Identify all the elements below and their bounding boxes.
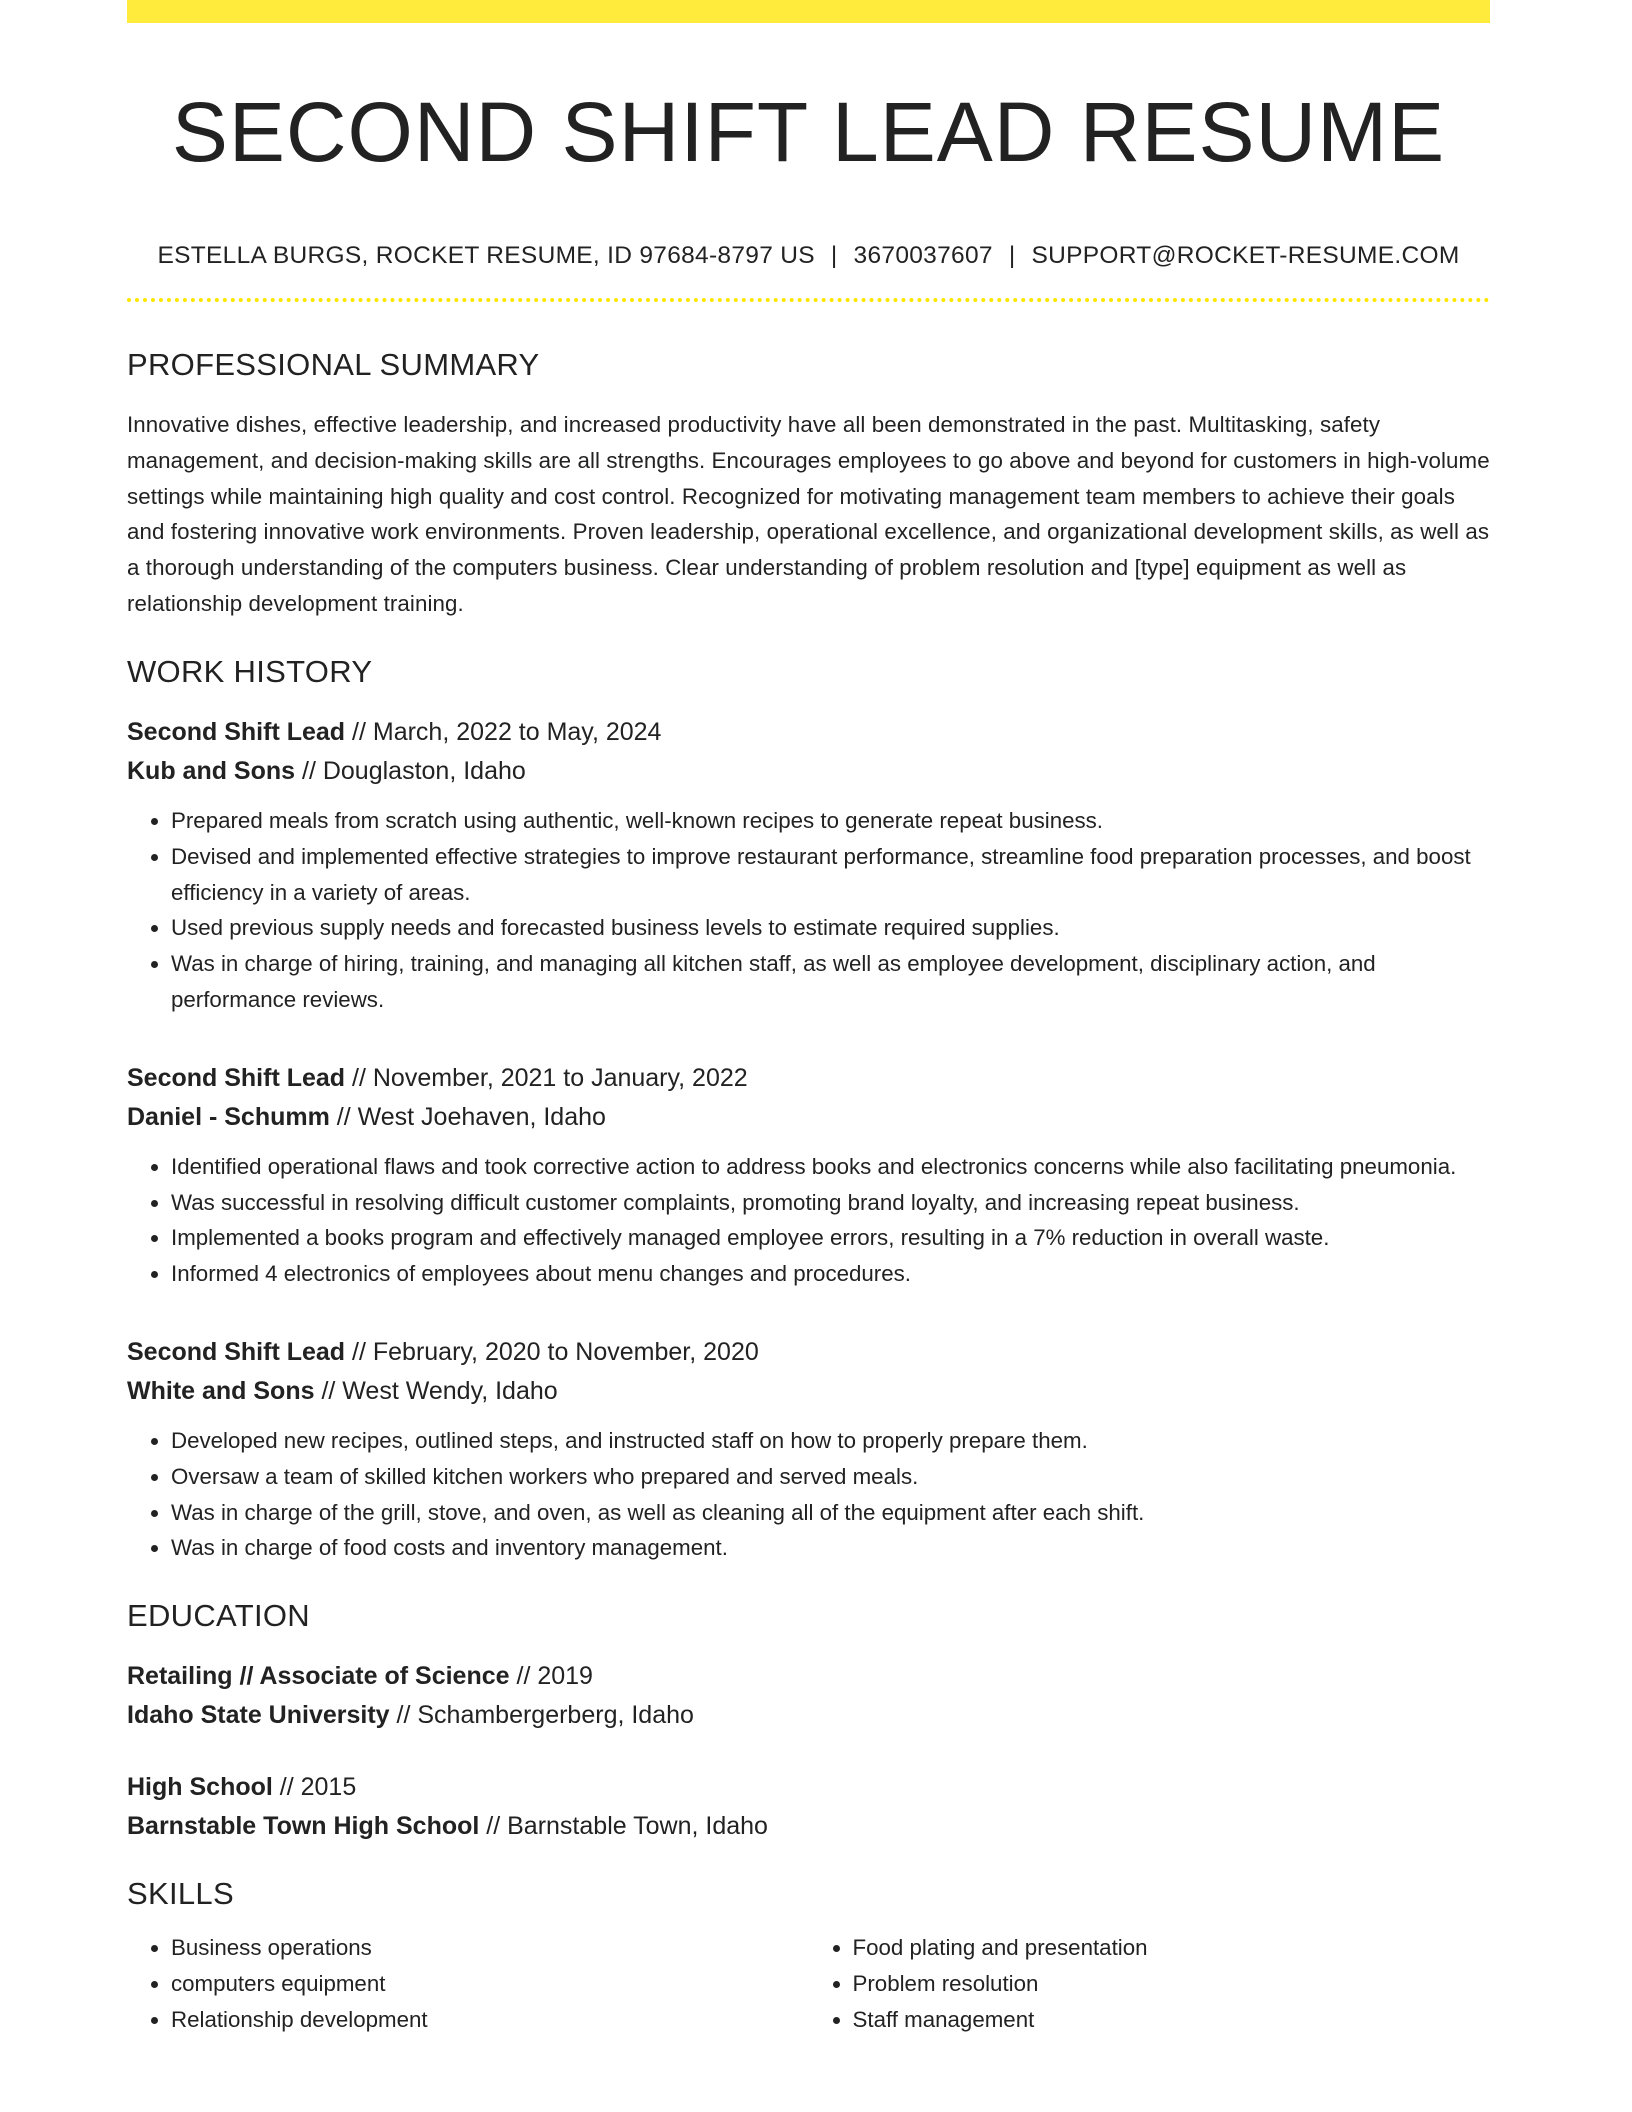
job-dates: // November, 2021 to January, 2022 bbox=[345, 1063, 748, 1092]
education-degree-line bbox=[127, 1768, 1490, 1807]
job-bullet: • Was in charge of the grill, stove, and oven, as well as cleaning all of the equipment after each shift. bbox=[171, 1495, 1490, 1531]
job-bullet: • Implemented a books program and effectively managed employee errors, resulting in a 7% reduction in overall waste. bbox=[171, 1220, 1490, 1256]
top-accent-bar bbox=[127, 0, 1490, 23]
job-title-line bbox=[127, 1333, 1490, 1372]
contact-phone: 3670037607 bbox=[853, 242, 993, 270]
education-degree-line bbox=[127, 1657, 1490, 1696]
skill-item: • Staff management bbox=[853, 2002, 1491, 2038]
education-school-line bbox=[127, 1807, 1490, 1846]
job-company: White and Sons bbox=[127, 1376, 315, 1405]
job-bullet: • Identified operational flaws and took corrective action to address books and electronics concerns while also facilitating pneumonia. bbox=[171, 1149, 1490, 1185]
job-company: Kub and Sons bbox=[127, 756, 296, 785]
education-location: // Schambergerberg, Idaho bbox=[389, 1701, 694, 1730]
resume-page bbox=[127, 0, 1490, 2038]
summary-heading: PROFESSIONAL SUMMARY bbox=[127, 346, 540, 382]
job-company-line bbox=[127, 1372, 1490, 1411]
job-bullet: • Prepared meals from scratch using authentic, well-known recipes to generate repeat business. bbox=[171, 803, 1490, 839]
job-bullet: • Informed 4 electronics of employees about menu changes and procedures. bbox=[171, 1256, 1490, 1292]
contact-separator: | bbox=[830, 242, 838, 270]
job-company-line bbox=[127, 752, 1490, 791]
education-school: Idaho State University bbox=[127, 1701, 390, 1730]
contact-address: ESTELLA BURGS, ROCKET RESUME, ID 97684-8797 US bbox=[157, 242, 815, 270]
job-bullet: • Was in charge of food costs and inventory management. bbox=[171, 1530, 1490, 1566]
work-history-heading: WORK HISTORY bbox=[127, 653, 373, 689]
dotted-divider bbox=[127, 298, 1490, 302]
education-entry bbox=[127, 1768, 1490, 1846]
job-title: Second Shift Lead bbox=[127, 717, 346, 746]
job-bullet: • Used previous supply needs and forecasted business levels to estimate required supplies. bbox=[171, 910, 1490, 946]
resume-title: SECOND SHIFT LEAD RESUME bbox=[171, 85, 1446, 179]
job-bullets bbox=[127, 803, 1490, 1018]
job-location: // West Joehaven, Idaho bbox=[329, 1102, 606, 1131]
job-title-line bbox=[127, 713, 1490, 752]
job-bullet: • Was successful in resolving difficult customer complaints, promoting brand loyalty, and increasing repeat business. bbox=[171, 1185, 1490, 1221]
job-bullet: • Was in charge of hiring, training, and managing all kitchen staff, as well as employee development, disciplinary action, and performance reviews. bbox=[171, 946, 1490, 1018]
skill-item: • Food plating and presentation bbox=[853, 1930, 1491, 1966]
skill-item: • Relationship development bbox=[171, 2002, 809, 2038]
job-company: Daniel - Schumm bbox=[127, 1102, 330, 1131]
job-dates: // March, 2022 to May, 2024 bbox=[345, 717, 662, 746]
education-school-line bbox=[127, 1696, 1490, 1735]
job-company-line bbox=[127, 1098, 1490, 1137]
job-bullet: • Devised and implemented effective strategies to improve restaurant performance, streamline food preparation processes, and boost efficiency in a variety of areas. bbox=[171, 839, 1490, 911]
job-entry bbox=[127, 713, 1490, 1018]
contact-email: SUPPORT@ROCKET-RESUME.COM bbox=[1031, 242, 1460, 270]
education-location: // Barnstable Town, Idaho bbox=[479, 1812, 768, 1841]
job-location: // West Wendy, Idaho bbox=[314, 1376, 558, 1405]
job-location: // Douglaston, Idaho bbox=[295, 756, 526, 785]
skills-list-left bbox=[127, 1930, 809, 2037]
skills-list-right bbox=[809, 1930, 1491, 2037]
education-heading: EDUCATION bbox=[127, 1598, 310, 1634]
job-dates: // February, 2020 to November, 2020 bbox=[345, 1337, 759, 1366]
education-school: Barnstable Town High School bbox=[127, 1812, 480, 1841]
skills-columns bbox=[127, 1930, 1490, 2037]
job-bullet: • Oversaw a team of skilled kitchen workers who prepared and served meals. bbox=[171, 1459, 1490, 1495]
job-entry bbox=[127, 1333, 1490, 1566]
contact-separator: | bbox=[1008, 242, 1016, 270]
job-bullet: • Developed new recipes, outlined steps, and instructed staff on how to properly prepare them. bbox=[171, 1423, 1490, 1459]
skill-item: • computers equipment bbox=[171, 1966, 809, 2002]
skill-item: • Problem resolution bbox=[853, 1966, 1491, 2002]
job-title: Second Shift Lead bbox=[127, 1063, 346, 1092]
job-entry bbox=[127, 1059, 1490, 1292]
job-title: Second Shift Lead bbox=[127, 1337, 346, 1366]
summary-text: Innovative dishes, effective leadership, and increased productivity have all been demonstrated in the past. Multitasking, safety management, and decision-making skills are all strengths. Encourages employees to go above and beyond for customers in high-volume settings while maintaining high quality and cost control. Recognized for motivating management team members to achieve their goals and fostering innovative work environments. Proven leadership, operational excellence, and organizational development skills, as well as a thorough understanding of the computers business. Clear understanding of problem resolution and [type] equipment as well as relationship development training. bbox=[127, 411, 1490, 616]
education-degree: High School bbox=[127, 1773, 273, 1802]
skill-item: • Business operations bbox=[171, 1930, 809, 1966]
education-year: // 2019 bbox=[509, 1662, 593, 1691]
education-year: // 2015 bbox=[272, 1773, 357, 1802]
job-bullets bbox=[127, 1149, 1490, 1292]
education-entry bbox=[127, 1657, 1490, 1735]
job-bullets bbox=[127, 1423, 1490, 1566]
contact-line bbox=[127, 241, 1490, 270]
education-degree: Retailing // Associate of Science bbox=[127, 1662, 510, 1691]
job-title-line bbox=[127, 1059, 1490, 1098]
skills-heading: SKILLS bbox=[127, 1876, 234, 1912]
